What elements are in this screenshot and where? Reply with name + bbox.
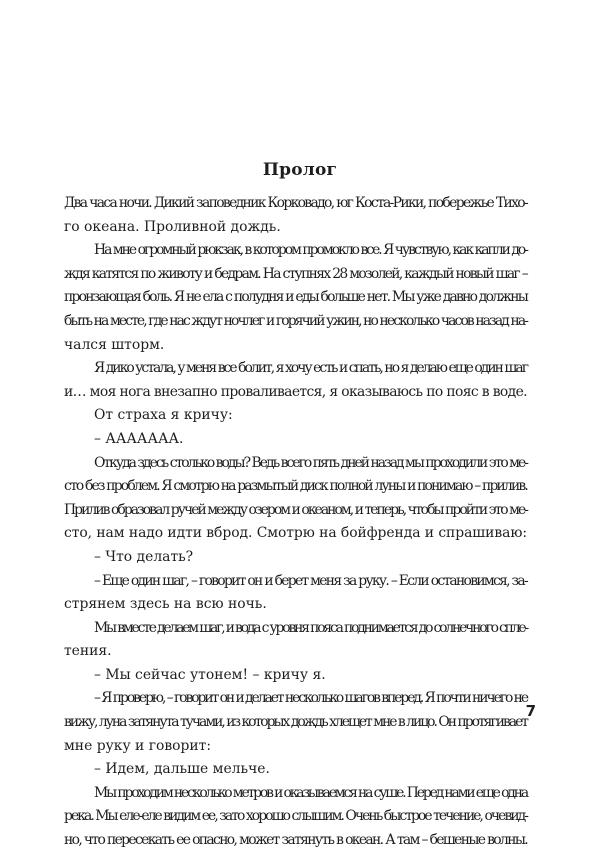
paragraph [64, 428, 527, 452]
paragraph [64, 758, 527, 782]
text-line: стрянем здесь на всю ночь. [64, 596, 267, 613]
paragraph [64, 570, 527, 617]
text-line: вижу, луна затянута тучами, из которых дождь хлещет мне в лицо. Он протягивает [64, 714, 527, 731]
text-line: – Идем, дальше мельче. [94, 761, 270, 778]
text-line: Мы вместе делаем шаг, и вода с уровня пояса поднимается до солнечного спле- [94, 619, 528, 636]
text-line: – ААААААА. [94, 430, 184, 447]
text-line: го океана. Проливной дождь. [64, 218, 281, 235]
text-line: чался шторм. [64, 336, 165, 353]
text-line: сто без проблем. Я смотрю на размытый диск полной луны и понимаю – прилив. [64, 478, 527, 495]
text-line: пронзающая боль. Я не ела с полудня и еды больше нет. Мы уже давно должны [64, 289, 527, 306]
paragraph [64, 357, 527, 404]
text-line: Два часа ночи. Дикий заповедник Корковадо, юг Коста-Рики, побережье Тихо- [64, 195, 527, 211]
body-text [64, 192, 527, 853]
text-line: и… моя нога внезапно проваливается, я оказываюсь по пояс в воде. [64, 383, 527, 400]
paragraph [64, 664, 527, 688]
text-line: – Я проверю, – говорит он и делает несколько шагов вперед. Я почти ничего не [94, 690, 528, 707]
paragraph [64, 546, 527, 570]
text-line: тения. [64, 643, 112, 660]
paragraph [64, 782, 527, 853]
paragraph [64, 617, 527, 664]
page-number: 7 [525, 702, 536, 720]
text-line: река. Мы еле-еле видим ее, зато хорошо слышим. Очень быстрое течение, очевид- [64, 808, 528, 825]
text-line: Я дико устала, у меня все болит, я хочу есть и спать, но я делаю еще один шаг [94, 360, 528, 377]
paragraph [64, 192, 527, 239]
paragraph [64, 239, 527, 357]
text-line: но, что пересекать ее опасно, может затянуть в океан. А там – бешеные волны. [64, 832, 528, 849]
paragraph [64, 687, 527, 758]
text-line: сто, нам надо идти вброд. Смотрю на бойфренда и спрашиваю: [64, 525, 527, 542]
text-line: – Что делать? [94, 548, 194, 565]
text-line: От страха я кричу: [94, 407, 233, 424]
text-line: Прилив образовал ручей между озером и океаном, и теперь, чтобы пройти это ме- [64, 501, 527, 518]
text-line: – Еще один шаг, – говорит он и берет меня за руку. – Если остановимся, за- [94, 572, 527, 589]
text-line: На мне огромный рюкзак, в котором промокло все. Я чувствую, как капли до- [94, 242, 527, 259]
chapter-title: Пролог [262, 160, 338, 180]
paragraph [64, 452, 527, 546]
text-line: мне руку и говорит: [64, 737, 212, 754]
text-line: Мы проходим несколько метров и оказываемся на суше. Перед нами еще одна [94, 784, 528, 801]
text-line: Откуда здесь столько воды? Ведь всего пять дней назад мы проходили это ме- [94, 454, 527, 471]
paragraph [64, 404, 527, 428]
text-line: – Мы сейчас утонем! – кричу я. [94, 666, 326, 683]
text-line: быть на месте, где нас ждут ночлег и горячий ужин, но несколько часов назад на- [64, 312, 528, 329]
text-line: ждя катятся по животу и бедрам. На ступнях 28 мозолей, каждый новый шаг – [64, 265, 527, 282]
